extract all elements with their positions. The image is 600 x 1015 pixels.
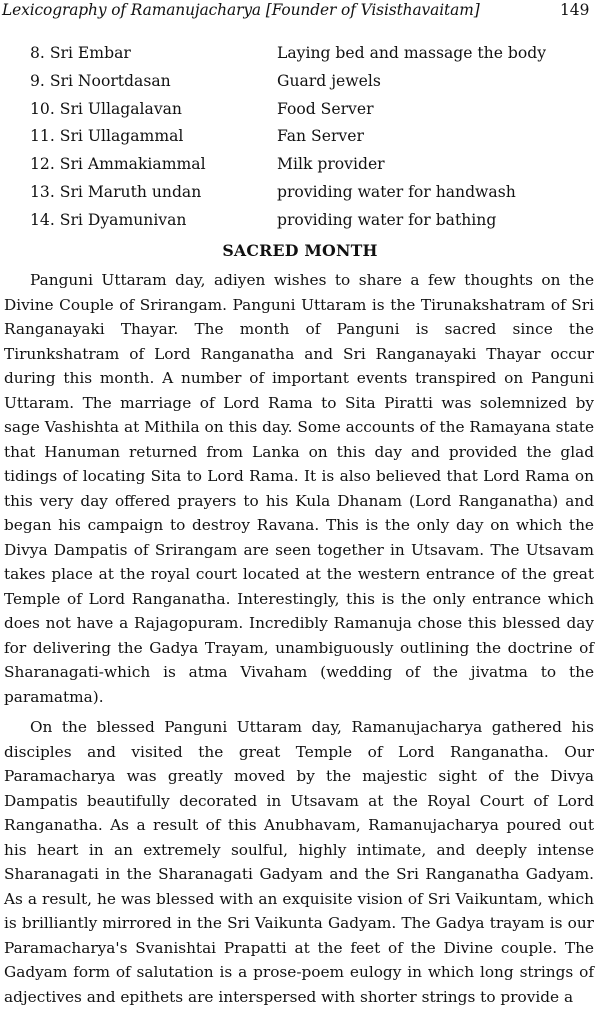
- running-header-title: Lexicography of Ramanujacharya [Founder of Visisthavaitam]: [2, 1, 480, 19]
- person-duty: Food Server: [277, 99, 374, 118]
- paragraph: On the blessed Panguni Uttaram day, Ramanujacharya gathered his disciples and visited the great Temple of Lord Ranganatha. Our Paramacharya was greatly moved by the majestic sight of the Divya Dampatis beautifully decorated in Utsavam at the Royal Court of Lord Ranganatha. As a result of this Anubhavam, Ramanujacharya poured out his heart in an extremely soulful, highly intimate, and deeply intense Sharanagati in the Sharanagati Gadyam and the Sri Ranganatha Gadyam. As a result, he was blessed with an exquisite vision of Sri Vaikuntam, which is brilliantly mirrored in the Sri Vaikunta Gadyam. The Gadya trayam is our Paramacharya's Svanishtai Prapatti at the feet of the Divine couple. The Gadyam form of salutation is a prose-poem eulogy in which long strings of adjectives and epithets are interspersed with shorter strings to provide a: [4, 718, 594, 1006]
- person-duty: Laying bed and massage the body: [277, 44, 547, 62]
- list-item: [30, 40, 590, 68]
- person-duty: Guard jewels: [277, 71, 381, 90]
- person-duty: providing water for handwash: [277, 182, 516, 201]
- list-item: [30, 96, 590, 124]
- person-name: 13. Sri Maruth undan: [30, 182, 202, 201]
- person-name: 12. Sri Ammakiammal: [30, 155, 206, 174]
- person-name: 8. Sri Embar: [30, 44, 131, 62]
- list-item: [30, 179, 590, 207]
- section-heading: SACRED MONTH: [222, 241, 378, 260]
- list-item: [30, 207, 590, 235]
- list-item: [30, 68, 590, 96]
- person-duty: Milk provider: [277, 155, 385, 174]
- paragraph: Panguni Uttaram day, adiyen wishes to share a few thoughts on the Divine Couple of Srirangam. Panguni Uttaram is the Tirunakshatram of Sri Ranganayaki Thayar. The month of Panguni is sacred since the Tirunkshatram of Lord Ranganatha and Sri Ranganayaki Thayar occur during this month. A number of important events transpired on Panguni Uttaram. The marriage of Lord Rama to Sita Piratti was solemnized by sage Vashishta at Mithila on this day. Some accounts of the Ramayana state that Hanuman returned from Lanka on this day and provided the glad tidings of locating Sita to Lord Rama. It is also believed that Lord Rama on this very day offered prayers to his Kula Dhanam (Lord Ranganatha) and began his campaign to destroy Ravana. This is the only day on which the Divya Dampatis of Srirangam are seen together in Utsavam. The Utsavam takes place at the royal court located at the western entrance of the great Temple of Lord Ranganatha. Interestingly, this is the only entrance which does not have a Rajagopuram. Incredibly Ramanuja chose this blessed day for delivering the Gadya Trayam, unambiguously outlining the doctrine of Sharanagati-which is atma Vivaham (wedding of the jivatma to the paramatma).: [4, 271, 594, 706]
- person-duty: Fan Server: [277, 127, 364, 146]
- list-item: [30, 123, 590, 151]
- duties-list: [30, 40, 590, 235]
- body-text: [4, 268, 594, 1015]
- list-item: [30, 151, 590, 179]
- person-name: 11. Sri Ullagammal: [30, 127, 184, 146]
- running-header: [0, 0, 600, 22]
- person-duty: providing water for bathing: [277, 210, 497, 229]
- person-name: 14. Sri Dyamunivan: [30, 210, 187, 229]
- page-number: 149: [560, 1, 590, 19]
- person-name: 10. Sri Ullagalavan: [30, 99, 182, 118]
- person-name: 9. Sri Noortdasan: [30, 71, 171, 90]
